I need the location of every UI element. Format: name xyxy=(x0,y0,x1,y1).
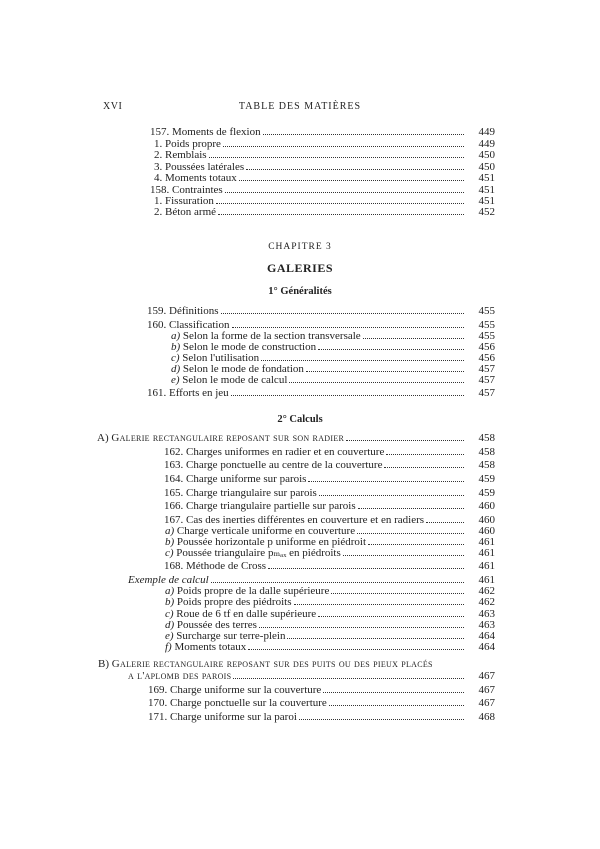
entry-number: c) xyxy=(165,547,177,559)
entry-title: Poussée horizontale p uniforme en piédroit xyxy=(176,536,367,548)
entry-title: Béton armé xyxy=(165,206,217,218)
dot-leader xyxy=(386,446,464,455)
dot-leader xyxy=(435,659,464,667)
entry-title: Charge ponctuelle au centre de la couverture xyxy=(186,459,383,471)
entry-page: 458 xyxy=(478,459,495,471)
entry-title: Moments de flexion xyxy=(172,126,261,138)
entry-title: Charge triangulaire sur parois xyxy=(186,487,317,499)
dot-leader xyxy=(357,525,464,534)
toc-entry xyxy=(164,560,495,572)
entry-title: Remblais xyxy=(165,149,207,161)
dot-leader xyxy=(268,560,464,569)
entry-page: 452 xyxy=(478,206,495,218)
toc-entry xyxy=(164,500,495,512)
entry-page: 460 xyxy=(478,525,495,537)
entry-number: 1. xyxy=(154,138,165,150)
entry-title: Selon le mode de construction xyxy=(182,341,317,353)
entry-number: 157. xyxy=(150,126,172,138)
toc-entry xyxy=(98,658,495,670)
dot-leader xyxy=(426,514,464,523)
dot-leader xyxy=(318,341,464,350)
entry-number: 168. xyxy=(164,560,186,572)
entry-title: Charge uniforme sur la paroi xyxy=(170,711,297,723)
entry-page: 460 xyxy=(478,514,495,526)
entry-page: 467 xyxy=(478,670,495,682)
entry-number: e) xyxy=(171,374,183,386)
dot-leader xyxy=(259,619,464,628)
dot-leader xyxy=(306,363,464,372)
dot-leader xyxy=(248,641,464,650)
entry-page: 461 xyxy=(478,560,495,572)
toc-entry xyxy=(165,596,495,608)
entry-title: Définitions xyxy=(169,305,219,317)
entry-page: 467 xyxy=(478,697,495,709)
entry-number: b) xyxy=(165,596,177,608)
entry-page: 449 xyxy=(478,138,495,150)
entry-title: Cas des inerties différentes en couverture et en radiers xyxy=(186,514,425,526)
toc-entry xyxy=(165,547,495,559)
toc-entry xyxy=(148,684,495,696)
toc-entry xyxy=(164,446,495,458)
entry-number: A) xyxy=(97,432,112,444)
entry-page: 464 xyxy=(478,641,495,653)
dot-leader xyxy=(299,711,464,720)
entry-number: 2. xyxy=(154,149,165,161)
dot-leader xyxy=(232,319,465,328)
entry-title: Poids propre de la dalle supérieure xyxy=(176,585,330,597)
entry-title: Classification xyxy=(169,319,230,331)
entry-number: a) xyxy=(171,330,183,342)
dot-leader xyxy=(323,684,464,693)
dot-leader xyxy=(225,184,464,193)
toc-entry xyxy=(164,459,495,471)
entry-page: 457 xyxy=(478,374,495,386)
subsection-heading-generalites: 1° Généralités xyxy=(268,286,332,297)
dot-leader xyxy=(211,574,464,583)
entry-title: Selon le mode de calcul xyxy=(182,374,288,386)
dot-leader xyxy=(308,473,464,482)
entry-title: Exemple de calcul xyxy=(128,574,209,586)
entry-number: 165. xyxy=(164,487,186,499)
entry-title: Fissuration xyxy=(165,195,214,207)
entry-page: 460 xyxy=(478,500,495,512)
entry-page: 459 xyxy=(478,487,495,499)
entry-title: Selon la forme de la section transversale xyxy=(182,330,361,342)
dot-leader xyxy=(223,138,464,147)
toc-entry xyxy=(154,206,495,218)
entry-page: 459 xyxy=(478,473,495,485)
entry-title: Galerie rectangulaire reposant sur son radier xyxy=(111,432,345,444)
entry-page: 455 xyxy=(478,305,495,317)
entry-title: Méthode de Cross xyxy=(186,560,267,572)
entry-title: Poids propre xyxy=(165,138,221,150)
dot-leader xyxy=(216,195,464,204)
dot-leader xyxy=(346,432,464,441)
running-title: TABLE DES MATIÈRES xyxy=(238,101,362,112)
dot-leader xyxy=(343,547,464,556)
entry-number: 164. xyxy=(164,473,186,485)
entry-number: 163. xyxy=(164,459,186,471)
entry-number: b) xyxy=(165,536,177,548)
entry-number: d) xyxy=(165,619,177,631)
entry-number: 166. xyxy=(164,500,186,512)
entry-page: 456 xyxy=(478,341,495,353)
dot-leader xyxy=(358,500,464,509)
chapter-label: CHAPITRE 3 xyxy=(268,242,332,252)
page-folio: XVI xyxy=(103,101,123,112)
entry-page: 451 xyxy=(478,195,495,207)
entry-number: 160. xyxy=(147,319,169,331)
toc-entry xyxy=(164,473,495,485)
entry-page: 450 xyxy=(478,161,495,173)
entry-number: b) xyxy=(171,341,183,353)
toc-entry xyxy=(150,126,495,138)
entry-title: Charge uniforme sur parois xyxy=(186,473,307,485)
dot-leader xyxy=(263,126,464,135)
toc-entry xyxy=(154,149,495,161)
entry-number: a) xyxy=(165,525,177,537)
dot-leader xyxy=(209,149,464,158)
entry-page: 462 xyxy=(478,585,495,597)
chapter-title: GALERIES xyxy=(266,261,334,275)
dot-leader xyxy=(318,608,464,617)
entry-title: Selon le mode de fondation xyxy=(182,363,304,375)
dot-leader xyxy=(261,352,464,361)
entry-number: 159. xyxy=(147,305,169,317)
dot-leader xyxy=(233,670,464,679)
toc-entry xyxy=(165,641,495,653)
entry-page: 458 xyxy=(478,446,495,458)
entry-title: Charge uniforme sur la couverture xyxy=(170,684,322,696)
entry-number: a) xyxy=(165,585,177,597)
entry-number: 161. xyxy=(147,387,169,399)
dot-leader xyxy=(363,330,464,339)
toc-entry xyxy=(164,487,495,499)
entry-page: 455 xyxy=(478,330,495,342)
entry-page: 450 xyxy=(478,149,495,161)
entry-page: 462 xyxy=(478,596,495,608)
entry-title: Poussée des terres xyxy=(176,619,257,631)
entry-title: Surcharge sur terre-plein xyxy=(176,630,286,642)
entry-page: 461 xyxy=(478,547,495,559)
entry-page: 455 xyxy=(478,319,495,331)
toc-entry xyxy=(154,172,495,184)
toc-entry xyxy=(148,711,495,723)
entry-number: c) xyxy=(165,608,177,620)
entry-page: 457 xyxy=(478,363,495,375)
toc-entry xyxy=(147,305,495,317)
entry-page: 463 xyxy=(478,608,495,620)
toc-entry xyxy=(171,374,495,386)
dot-leader xyxy=(368,536,464,545)
entry-title: Galerie rectangulaire reposant sur des puits ou des pieux placés xyxy=(111,658,433,670)
entry-title: Poussées latérales xyxy=(165,161,245,173)
entry-number: c) xyxy=(171,352,183,364)
dot-leader xyxy=(319,487,464,496)
toc-entry xyxy=(148,697,495,709)
entry-number: 170. xyxy=(148,697,170,709)
entry-title: Charge verticale uniforme en couverture xyxy=(176,525,356,537)
dot-leader xyxy=(231,387,464,396)
entry-number: d) xyxy=(171,363,183,375)
dot-leader xyxy=(384,459,464,468)
entry-number: 162. xyxy=(164,446,186,458)
dot-leader xyxy=(221,305,465,314)
entry-page: 468 xyxy=(478,711,495,723)
entry-title: Efforts en jeu xyxy=(169,387,229,399)
entry-number: 158. xyxy=(150,184,172,196)
entry-title: Charges uniformes en radier et en couverture xyxy=(186,446,385,458)
entry-title: Roue de 6 tf en dalle supérieure xyxy=(176,608,317,620)
entry-title: Selon l'utilisation xyxy=(182,352,260,364)
entry-number: e) xyxy=(165,630,177,642)
entry-title: Charge triangulaire partielle sur parois xyxy=(186,500,356,512)
entry-number: 1. xyxy=(154,195,165,207)
toc-entry xyxy=(128,670,495,682)
entry-page: 451 xyxy=(478,172,495,184)
entry-page: 451 xyxy=(478,184,495,196)
dot-leader xyxy=(218,206,464,215)
entry-number: 171. xyxy=(148,711,170,723)
entry-page: 456 xyxy=(478,352,495,364)
dot-leader xyxy=(289,374,464,383)
entry-page: 461 xyxy=(478,536,495,548)
entry-title: Poids propre des piédroits xyxy=(176,596,292,608)
toc-entry xyxy=(147,387,495,399)
entry-number: 169. xyxy=(148,684,170,696)
entry-number: f) xyxy=(165,641,175,653)
entry-number: 2. xyxy=(154,206,165,218)
entry-number: 4. xyxy=(154,172,165,184)
entry-title: Contraintes xyxy=(172,184,223,196)
dot-leader xyxy=(294,596,465,605)
entry-page: 464 xyxy=(478,630,495,642)
entry-page: 461 xyxy=(478,574,495,586)
entry-page: 457 xyxy=(478,387,495,399)
entry-title: a l'aplomb des parois xyxy=(128,670,232,682)
toc-entry xyxy=(97,432,495,444)
entry-title: Poussée triangulaire pₘₐₓ en piédroits xyxy=(176,547,341,559)
dot-leader xyxy=(246,161,464,170)
entry-page: 467 xyxy=(478,684,495,696)
entry-title: Moments totaux xyxy=(174,641,247,653)
subsection-heading-calculs: 2° Calculs xyxy=(277,414,323,425)
dot-leader xyxy=(329,697,464,706)
dot-leader xyxy=(287,630,464,639)
entry-page: 463 xyxy=(478,619,495,631)
entry-page: 458 xyxy=(478,432,495,444)
entry-page: 449 xyxy=(478,126,495,138)
dot-leader xyxy=(239,172,464,181)
dot-leader xyxy=(331,585,464,594)
entry-number: 167. xyxy=(164,514,186,526)
entry-number: B) xyxy=(98,658,112,670)
entry-number: 3. xyxy=(154,161,165,173)
entry-title: Charge ponctuelle sur la couverture xyxy=(170,697,327,709)
entry-title: Moments totaux xyxy=(165,172,237,184)
